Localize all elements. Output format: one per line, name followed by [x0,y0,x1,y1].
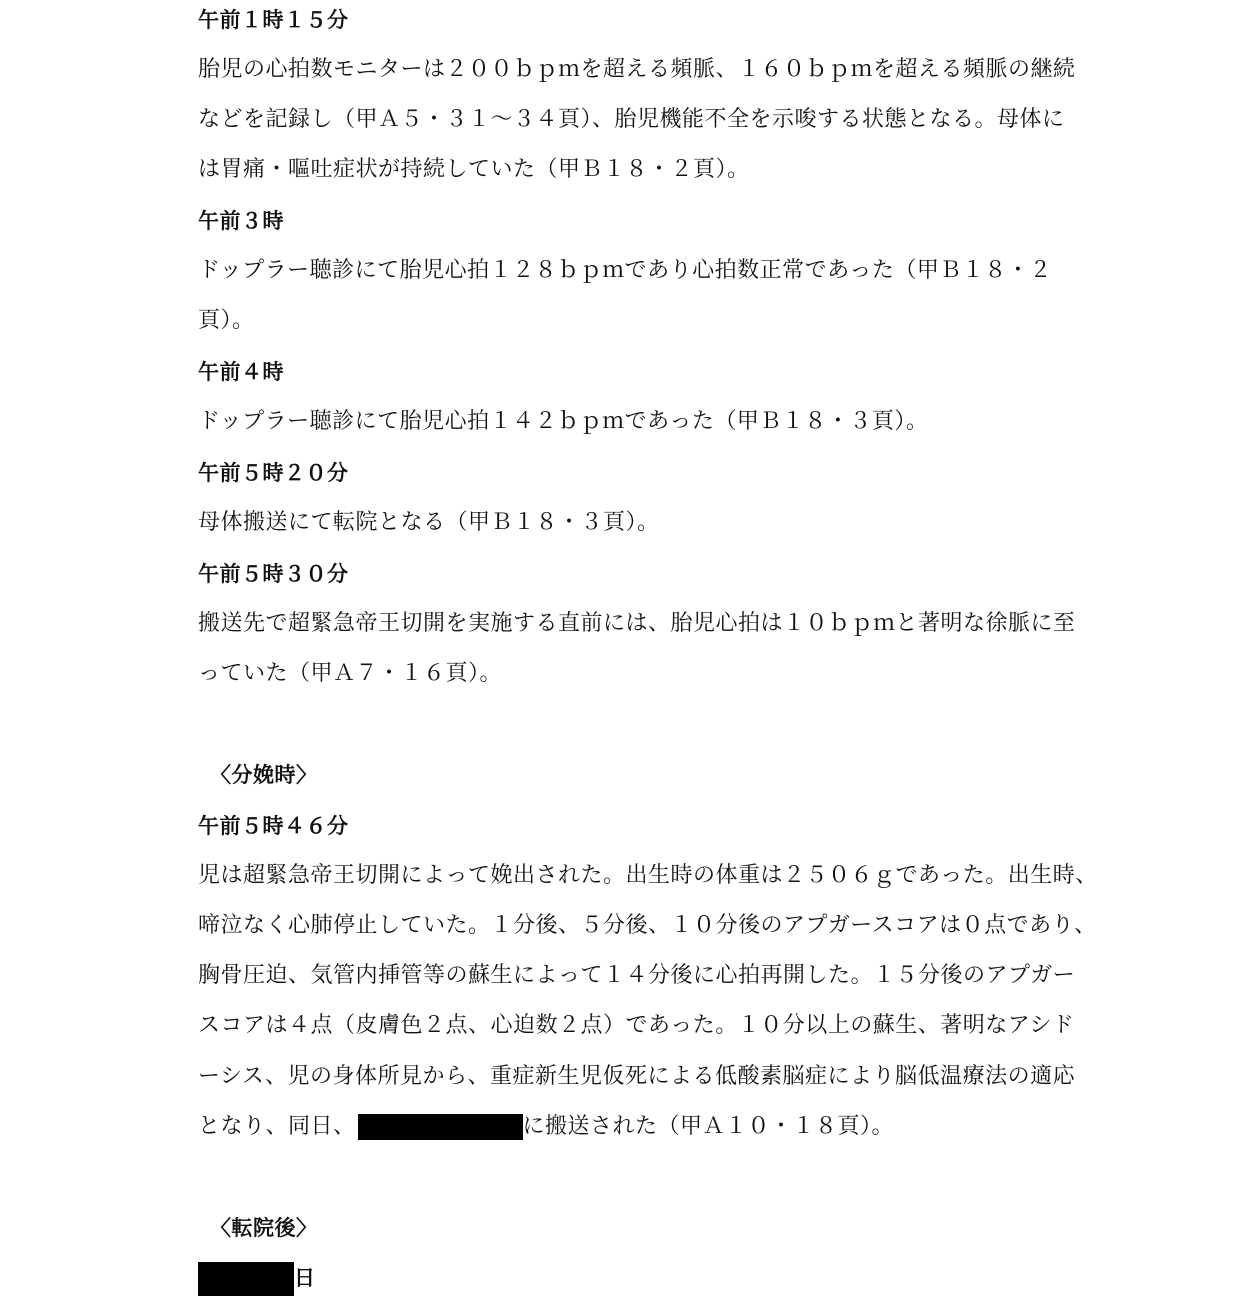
time-heading: 午前３時 [198,209,284,233]
time-heading: 午前４時 [198,360,284,384]
time-heading: 午前５時２０分 [198,461,349,485]
time-heading: 午前５時３０分 [198,562,349,586]
paragraph-line: 母体搬送にて転院となる（甲Ｂ１８・３頁）。 [198,510,660,535]
paragraph-line: は胃痛・嘔吐症状が持続していた（甲Ｂ１８・２頁）。 [198,157,750,182]
paragraph-line: などを記録し（甲Ａ５・３１～３４頁）、胎児機能不全を示唆する状態となる。母体に [198,107,1065,132]
redaction-block [198,1262,294,1296]
paragraph-line: 搬送先で超緊急帝王切開を実施する直前には、胎児心拍は１０ｂｐｍと著明な徐脈に至 [198,611,1076,636]
line-suffix: に搬送された（甲Ａ１０・１８頁）。 [522,1114,895,1139]
paragraph-line: っていた（甲Ａ７・１６頁）。 [198,661,503,686]
paragraph-line: 頁）。 [198,308,255,333]
paragraph-line: スコアは４点（皮膚色２点、心迫数２点）であった。１０分以上の蘇生、著明なアシド [198,1013,1075,1038]
paragraph-line: 胎児の心拍数モニターは２００ｂｐｍを超える頻脈、１６０ｂｐｍを超える頻脈の継続 [198,57,1076,82]
time-heading: 午前５時４６分 [198,814,349,838]
paragraph-line-with-redaction [198,1102,894,1152]
paragraph-line: ドップラー聴診にて胎児心拍１２８ｂｐｍであり心拍数正常であった（甲Ｂ１８・２ [198,258,1052,283]
paragraph-line: ドップラー聴診にて胎児心拍１４２ｂｐｍであった（甲Ｂ１８・３頁）。 [198,409,929,434]
paragraph-line: 児は超緊急帝王切開によって娩出された。出生時の体重は２５０６ｇであった。出生時、 [198,863,1098,888]
date-suffix: 日 [294,1266,316,1290]
paragraph-line: 啼泣なく心肺停止していた。１分後、５分後、１０分後のアプガースコアは０点であり、 [198,913,1097,938]
section-heading-delivery: 〈分娩時〉 [210,763,318,787]
redaction-block [358,1114,523,1140]
paragraph-line: ーシス、児の身体所見から、重症新生児仮死による低酸素脳症により脳低温療法の適応 [198,1064,1076,1089]
line-prefix: となり、同日、 [198,1114,356,1139]
paragraph-line: 胸骨圧迫、気管内挿管等の蘇生によって１４分後に心拍再開した。１５分後のアプガー [198,963,1076,988]
section-heading-after-transfer: 〈転院後〉 [210,1216,318,1240]
time-heading: 午前１時１５分 [198,8,349,32]
date-heading [198,1253,316,1303]
